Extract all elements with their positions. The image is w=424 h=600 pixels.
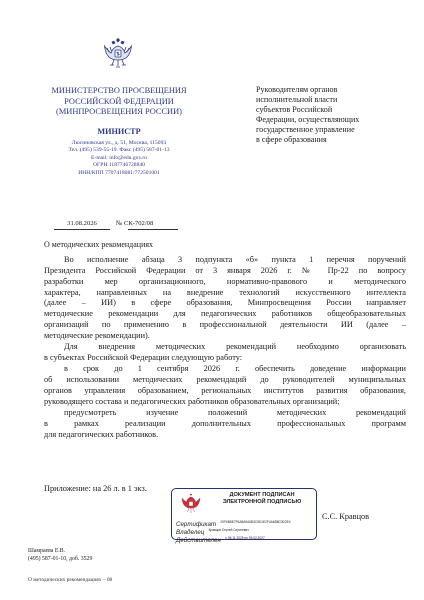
stamp-emblem-icon: [181, 494, 201, 515]
paragraph-line: для педагогических работников.: [44, 429, 159, 439]
paragraph-line: об использовании методических рекомендаций до руководителей муниципальных: [44, 374, 406, 384]
paragraph-1: [44, 255, 406, 342]
stamp-certificate-value: 00F6B8E7F6A8A9A0B3C5D1E2F4A6B8C0D2E4: [220, 519, 291, 524]
stamp-owner-label: Владелец: [176, 529, 205, 536]
stamp-certificate-label: Сертификат: [176, 521, 217, 528]
signer-name: С.С. Кравцов: [322, 512, 370, 521]
executor-info: [28, 548, 92, 563]
paragraph-line: методические рекомендации для педагогических работников общеобразовательных: [44, 309, 406, 319]
recipient-block: [256, 85, 406, 146]
letter-subject: О методических рекомендациях: [44, 240, 154, 249]
recipient-line: исполнительной власти: [256, 95, 338, 105]
date-underline: [54, 229, 110, 230]
paragraph-2: [44, 342, 406, 364]
paragraph-line: в срок до 1 сентября 2026 г. обеспечить доведение информации: [64, 364, 406, 373]
contact-address: Люсиновская ул., д. 51, Москва, 115093: [71, 140, 167, 146]
electronic-signature-stamp: [171, 488, 317, 544]
paragraph-line: органов управления образованием, региональных институтов развития образования,: [44, 385, 406, 395]
registration-date: 31.08.2026: [67, 220, 97, 227]
coat-of-arms-emblem: [103, 38, 133, 71]
executor-phone: (495) 587-01-10, доб. 3529: [28, 555, 93, 562]
attachment-note: Приложение: на 26 л. в 1 экз.: [44, 484, 147, 493]
paragraph-line: характера, направленных на внедрение технологий искусственного интеллекта: [44, 287, 406, 297]
recipient-line: государственное управление: [256, 125, 355, 135]
stamp-validity-label: Действителен: [176, 537, 221, 544]
stamp-validity: [176, 529, 265, 547]
executor-name: Шамраева Е.В.: [28, 548, 66, 554]
paragraph-4: [44, 408, 406, 441]
ministry-line: МИНИСТЕРСТВО ПРОСВЕЩЕНИЯ: [51, 86, 187, 95]
paragraph-line: (далее – ИИ) в сфере образования, Минпросвещения России направляет: [44, 298, 406, 308]
paragraph-line: Во исполнение абзаца 3 подпункта «б» пункта 1 перечня поручений: [64, 255, 406, 264]
paragraph-line: в рамках реализации дополнительных профессиональных программ: [44, 418, 406, 428]
recipient-line: субъектов Российской: [256, 105, 333, 115]
stamp-title-line: ДОКУМЕНТ ПОДПИСАН: [229, 492, 295, 498]
registration-line: [50, 220, 200, 230]
ministry-name: [28, 86, 210, 118]
recipient-line: Федерации, осуществляющих: [256, 115, 360, 125]
page-footer: О методических рекомендациях – 08: [28, 577, 113, 583]
registration-number: № СК-702/08: [116, 220, 154, 227]
number-underline: [128, 229, 178, 230]
paragraph-line: методические рекомендации).: [44, 330, 150, 340]
ministry-line: РОССИЙСКОЙ ФЕДЕРАЦИИ: [64, 96, 174, 106]
paragraph-line: разработки мер организационного, нормативно-правового и методического: [44, 276, 406, 286]
ministry-line: (МИНПРОСВЕЩЕНИЯ РОССИИ): [56, 107, 182, 117]
recipient-line: в сфере образования: [256, 135, 327, 145]
paragraph-line: предусмотреть изучение положений методических рекомендаций: [64, 408, 406, 417]
stamp-title-line: ЭЛЕКТРОННОЙ ПОДПИСЬЮ: [222, 498, 302, 505]
minister-title: МИНИСТР: [97, 127, 141, 136]
stamp-validity-value: с 06.11.2025 по 05.02.2027: [225, 535, 265, 540]
paragraph-line: руководящего состава и педагогических работников образовательных организаций;: [44, 396, 340, 406]
contact-phone: Тел. (495) 539-55-19. Факс (495) 587-01-13: [68, 147, 170, 154]
stamp-owner-value: Кравцов Сергей Сергеевич: [208, 527, 249, 532]
recipient-line: Руководителям органов: [256, 85, 338, 94]
ministry-contacts: [28, 140, 210, 177]
paragraph-line: Президента Российской Федерации от 3 января 2026 г. № Пр-22 по вопросу: [44, 265, 406, 275]
paragraph-line: Для внедрения методических рекомендаций необходимо организовать: [64, 342, 406, 351]
paragraph-3: [44, 364, 406, 407]
contact-ogrn: ОГРН 1187746728840: [93, 162, 145, 169]
paragraph-line: организаций по применению в профессиональной деятельности ИИ (далее –: [44, 320, 406, 330]
stamp-title: [210, 492, 314, 505]
contact-inn: ИНН/КПП 7707418081/772501001: [78, 169, 160, 176]
contact-email: E-mail: info@edu.gov.ru: [91, 154, 147, 161]
paragraph-line: в субъектах Российской Федерации следующую работу:: [44, 352, 243, 362]
